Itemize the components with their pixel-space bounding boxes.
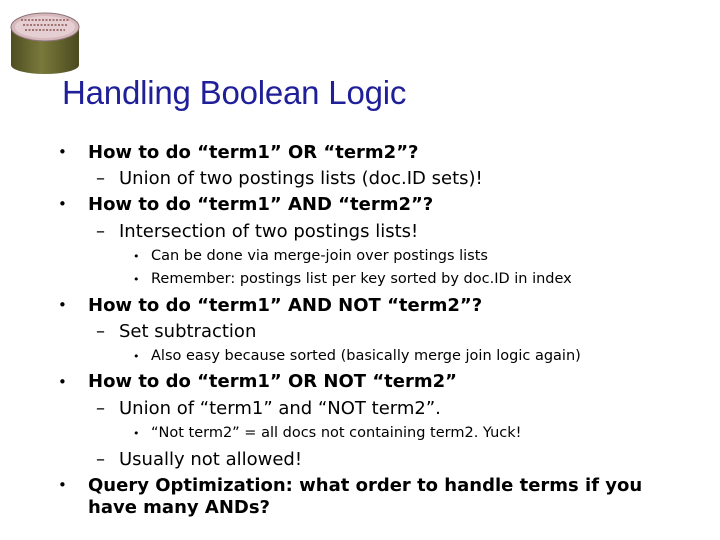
bullet-level1-continuation: have many ANDs? — [88, 497, 270, 518]
bullet-dot-icon: • — [133, 250, 140, 263]
dash-marker: – — [96, 221, 105, 242]
dash-marker: – — [96, 449, 105, 470]
bullet-dot-icon: • — [58, 476, 67, 494]
bullet-level2: Intersection of two postings lists! — [119, 221, 419, 242]
bullet-level1: How to do “term1” AND “term2”? — [88, 194, 434, 215]
dash-marker: – — [96, 321, 105, 342]
bullet-level1: Query Optimization: what order to handle terms if you — [88, 475, 643, 496]
bullet-dot-icon: • — [133, 350, 140, 363]
bullet-dot-icon: • — [58, 296, 67, 314]
bullet-level3: “Not term2” = all docs not containing term2. Yuck! — [151, 425, 522, 441]
bullet-level3: Can be done via merge-join over postings lists — [151, 248, 488, 264]
slide-title: Handling Boolean Logic — [62, 74, 407, 111]
dash-marker: – — [96, 168, 105, 189]
bullet-dot-icon: • — [133, 427, 140, 440]
bullet-level1: How to do “term1” OR NOT “term2” — [88, 371, 457, 392]
bullet-dot-icon: • — [58, 373, 67, 391]
bullet-dot-icon: • — [58, 195, 67, 213]
bullet-level2: Usually not allowed! — [119, 449, 303, 470]
bullet-dot-icon: • — [133, 273, 140, 286]
bullet-level2: Set subtraction — [119, 321, 257, 342]
bullet-level1: How to do “term1” AND NOT “term2”? — [88, 295, 483, 316]
bullet-level3: Also easy because sorted (basically merge join logic again) — [151, 348, 581, 364]
bullet-level3: Remember: postings list per key sorted by doc.ID in index — [151, 271, 572, 287]
cylinder-logo-icon — [9, 11, 81, 75]
bullet-level2: Union of two postings lists (doc.ID sets)! — [119, 168, 483, 189]
bullet-level1: How to do “term1” OR “term2”? — [88, 142, 419, 163]
dash-marker: – — [96, 398, 105, 419]
bullet-dot-icon: • — [58, 143, 67, 161]
bullet-level2: Union of “term1” and “NOT term2”. — [119, 398, 441, 419]
